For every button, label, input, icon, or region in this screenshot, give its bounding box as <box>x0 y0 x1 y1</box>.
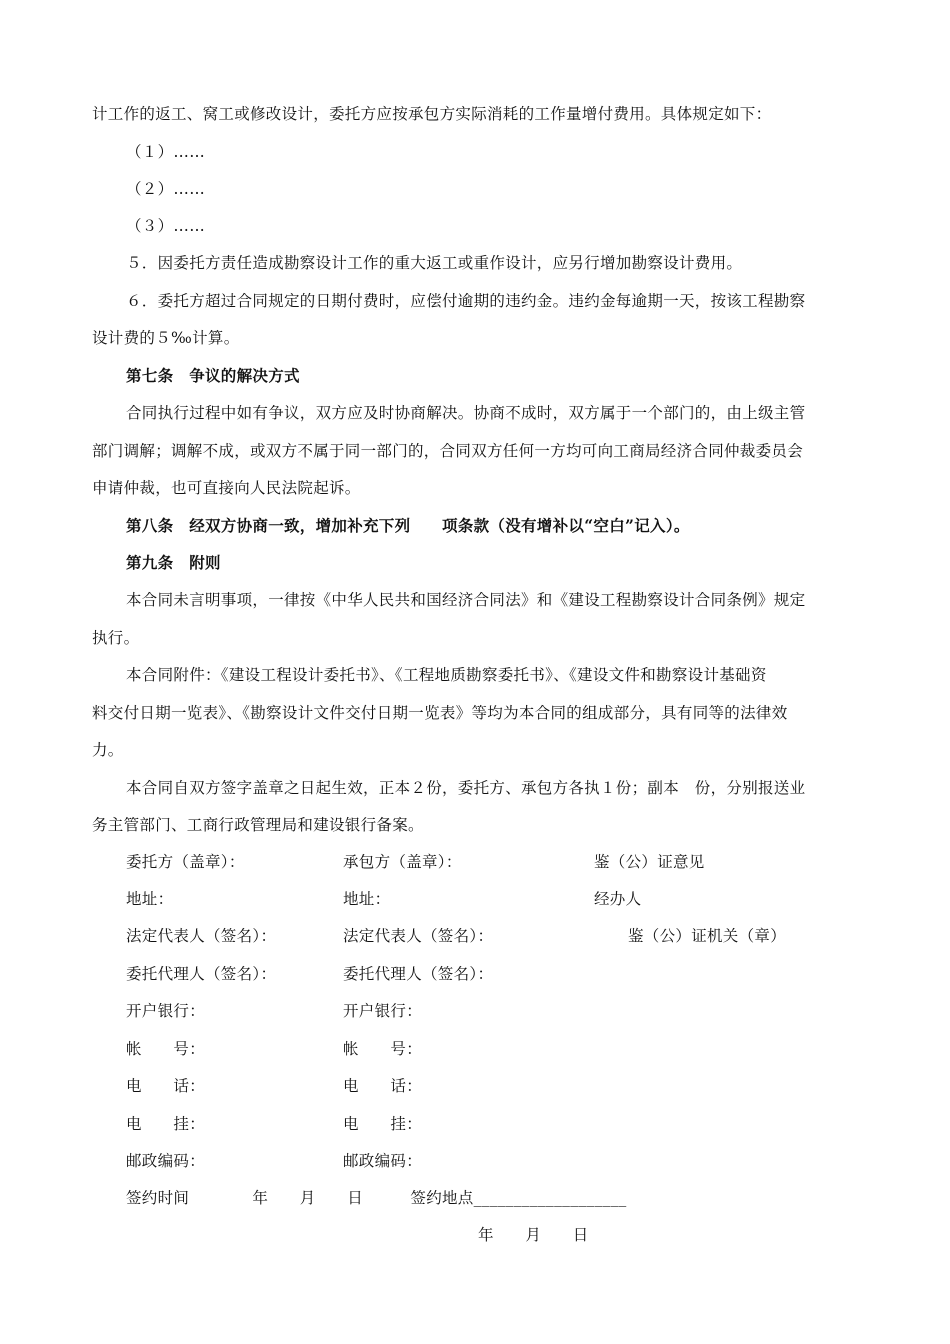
contractor-agent-label: 委托代理人（签名）： <box>343 965 494 983</box>
client-agent-label: 委托代理人（签名）： <box>126 965 277 983</box>
client-cable-label: 电 挂： <box>126 1115 206 1133</box>
client-phone-label: 电 话： <box>126 1077 206 1095</box>
clause-5: ５．因委托方责任造成勘察设计工作的重大返工或重作设计，应另行增加勘察设计费用。 <box>126 254 743 272</box>
signing-time-place: 签约时间 年 月 日 签约地点___________________ <box>126 1189 627 1207</box>
client-bank-label: 开户银行： <box>126 1002 206 1020</box>
list-item: （１）…… <box>126 143 206 161</box>
article-8-heading: 第八条 经双方协商一致，增加补充下列 项条款（没有增补以“空白”记入）。 <box>126 516 690 535</box>
paragraph-line: 执行。 <box>92 629 140 647</box>
paragraph-line: 计工作的返工、窝工或修改设计，委托方应按承包方实际消耗的工作量增付费用。具体规定如下： <box>92 105 772 123</box>
contractor-address-label: 地址： <box>343 890 391 908</box>
paragraph-line: 设计费的５‰计算。 <box>92 329 240 347</box>
contractor-bank-label: 开户银行： <box>343 1002 423 1020</box>
contractor-seal-label: 承包方（盖章）： <box>343 853 462 871</box>
client-legal-rep-label: 法定代表人（签名）： <box>126 927 277 945</box>
notary-opinion-label: 鉴（公）证意见 <box>594 853 705 871</box>
contractor-postcode-label: 邮政编码： <box>343 1152 423 1170</box>
notary-handler-label: 经办人 <box>594 890 642 908</box>
contractor-phone-label: 电 话： <box>343 1077 423 1095</box>
paragraph-line: 申请仲裁，也可直接向人民法院起诉。 <box>92 479 361 497</box>
client-postcode-label: 邮政编码： <box>126 1152 206 1170</box>
list-item: （３）…… <box>126 217 206 235</box>
notary-date: 年 月 日 <box>478 1226 589 1244</box>
paragraph-line: 本合同未言明事项，一律按《中华人民共和国经济合同法》和《建设工程勘察设计合同条例》规定 <box>126 591 806 609</box>
article-9-heading: 第九条 附则 <box>126 553 221 572</box>
clause-6: ６．委托方超过合同规定的日期付费时，应偿付逾期的违约金。违约金每逾期一天，按该工程勘察 <box>126 292 806 310</box>
contractor-account-label: 帐 号： <box>343 1040 423 1058</box>
contractor-cable-label: 电 挂： <box>343 1115 423 1133</box>
client-seal-label: 委托方（盖章）： <box>126 853 245 871</box>
list-item: （２）…… <box>126 180 206 198</box>
client-address-label: 地址： <box>126 890 174 908</box>
paragraph-line: 本合同附件：《建设工程设计委托书》、《工程地质勘察委托书》、《建设文件和勘察设计基础资 <box>126 666 767 684</box>
paragraph-line: 合同执行过程中如有争议，双方应及时协商解决。协商不成时，双方属于一个部门的，由上级主管 <box>126 404 806 422</box>
article-7-heading: 第七条 争议的解决方式 <box>126 366 300 385</box>
paragraph-line: 本合同自双方签字盖章之日起生效，正本２份，委托方、承包方各执１份；副本 份，分别报送业 <box>126 779 806 797</box>
paragraph-line: 力。 <box>92 741 124 759</box>
contractor-legal-rep-label: 法定代表人（签名）： <box>343 927 494 945</box>
paragraph-line: 部门调解；调解不成，或双方不属于同一部门的，合同双方任何一方均可向工商局经济合同仲裁委员会 <box>92 442 804 460</box>
paragraph-line: 料交付日期一览表》、《勘察设计文件交付日期一览表》等均为本合同的组成部分，具有同等的法律效 <box>92 704 788 722</box>
paragraph-line: 务主管部门、工商行政管理局和建设银行备案。 <box>92 816 424 834</box>
client-account-label: 帐 号： <box>126 1040 206 1058</box>
notary-office-seal-label: 鉴（公）证机关（章） <box>628 927 787 945</box>
